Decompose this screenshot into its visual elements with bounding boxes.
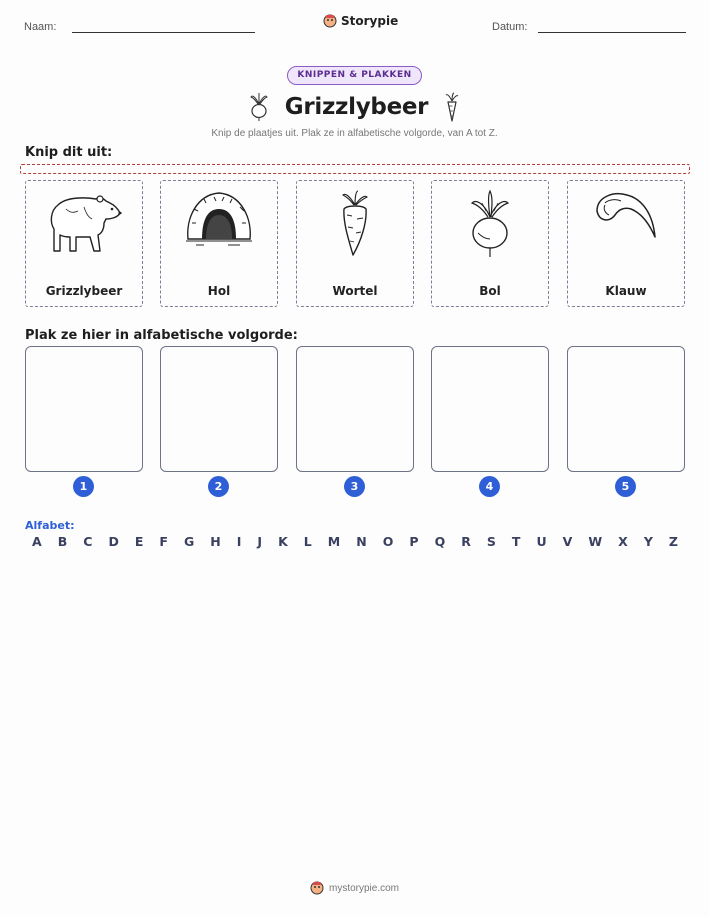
- alphabet-letter: H: [210, 534, 221, 549]
- alphabet-letter: M: [327, 534, 341, 549]
- alphabet-letter: G: [183, 534, 195, 549]
- paste-slot-3[interactable]: [296, 346, 414, 472]
- alphabet-letter: O: [382, 534, 394, 549]
- alphabet-letter: I: [236, 534, 242, 549]
- slot-number-2: 2: [208, 476, 229, 497]
- brand-logo: [323, 14, 398, 28]
- name-field[interactable]: [72, 32, 255, 33]
- alphabet-letter: C: [83, 534, 93, 549]
- bear-icon: [44, 189, 124, 255]
- alphabet-letter: K: [278, 534, 288, 549]
- cut-card-hol[interactable]: [160, 180, 278, 307]
- slot-number-4: 4: [479, 476, 500, 497]
- title-row: [0, 92, 709, 122]
- name-label: Naam:: [24, 21, 57, 33]
- alphabet-letter: A: [32, 534, 42, 549]
- card-label: Wortel: [332, 284, 378, 298]
- alphabet-letter: Q: [434, 534, 446, 549]
- alphabet-letter: V: [562, 534, 573, 549]
- alphabet-letter: Z: [668, 534, 678, 549]
- alphabet-letter: P: [409, 534, 419, 549]
- paste-slot-1[interactable]: [25, 346, 143, 472]
- cave-icon: [184, 189, 254, 247]
- badge-row: [0, 66, 709, 85]
- storypie-logo-icon: [310, 881, 324, 895]
- alphabet-letter: J: [257, 534, 263, 549]
- alphabet-letter: Y: [643, 534, 653, 549]
- slot-number-1: 1: [73, 476, 94, 497]
- alphabet-letter: W: [588, 534, 603, 549]
- instructions: Knip de plaatjes uit. Plak ze in alfabetische volgorde, van A tot Z.: [211, 128, 498, 139]
- alphabet-letter: T: [511, 534, 521, 549]
- alphabet-letter: R: [461, 534, 471, 549]
- alphabet-row: [32, 534, 678, 549]
- cut-line: [20, 164, 690, 174]
- alphabet-letter: S: [486, 534, 496, 549]
- cut-card-klauw[interactable]: [567, 180, 685, 307]
- paste-heading: Plak ze hier in alfabetische volgorde:: [25, 328, 298, 343]
- card-label: Hol: [207, 284, 231, 298]
- slot-number-5: 5: [615, 476, 636, 497]
- carrot-icon: [335, 189, 375, 259]
- card-label: Klauw: [605, 284, 647, 298]
- alphabet-letter: B: [57, 534, 68, 549]
- cut-card-wortel[interactable]: [296, 180, 414, 307]
- alphabet-letter: U: [536, 534, 547, 549]
- date-field[interactable]: [538, 32, 686, 33]
- cut-heading: Knip dit uit:: [25, 145, 113, 160]
- paste-slot-5[interactable]: [567, 346, 685, 472]
- footer: [0, 881, 709, 895]
- alphabet-letter: F: [159, 534, 168, 549]
- cut-card-bol[interactable]: [431, 180, 549, 307]
- activity-badge: KNIPPEN & PLAKKEN: [287, 66, 421, 85]
- alphabet-letter: D: [108, 534, 119, 549]
- paste-slot-4[interactable]: [431, 346, 549, 472]
- beet-icon: [247, 92, 271, 122]
- brand-name: Storypie: [341, 14, 399, 28]
- date-label: Datum:: [492, 21, 528, 33]
- alphabet-letter: X: [618, 534, 628, 549]
- alphabet-heading: Alfabet:: [25, 519, 75, 532]
- storypie-logo-icon: [323, 14, 337, 28]
- card-label: Grizzlybeer: [45, 284, 123, 298]
- page-title: Grizzlybeer: [284, 94, 429, 120]
- paste-slot-2[interactable]: [160, 346, 278, 472]
- card-label: Bol: [479, 284, 501, 298]
- alphabet-letter: N: [356, 534, 367, 549]
- carrot-icon: [442, 92, 462, 122]
- beet-icon: [466, 189, 514, 259]
- footer-url[interactable]: mystorypie.com: [328, 882, 399, 894]
- alphabet-letter: L: [303, 534, 312, 549]
- alphabet-letter: E: [134, 534, 144, 549]
- slot-number-3: 3: [344, 476, 365, 497]
- claw-icon: [591, 189, 661, 245]
- cut-card-grizzlybeer[interactable]: [25, 180, 143, 307]
